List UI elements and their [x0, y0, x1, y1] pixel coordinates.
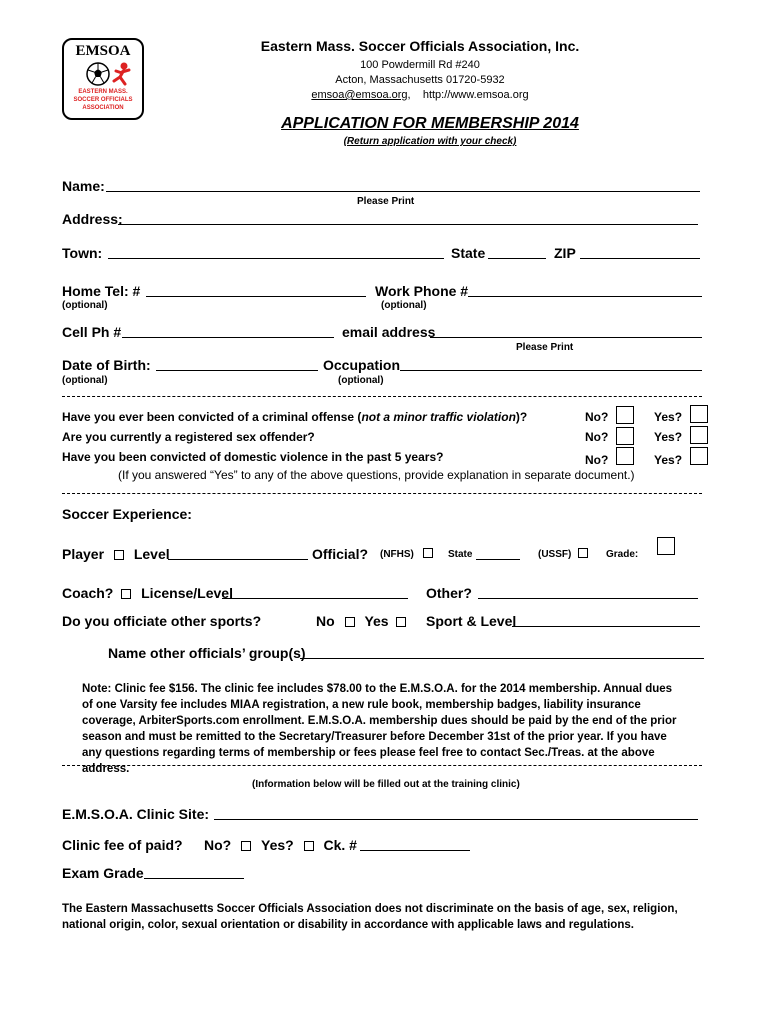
explanation-note: (If you answered “Yes” to any of the above questions, provide explanation in separate document.)	[118, 468, 635, 482]
clinic-fee-options	[204, 837, 357, 853]
ussf-checkbox[interactable]	[578, 548, 588, 558]
email-link[interactable]: emsoa@emsoa.org	[311, 89, 408, 101]
official-state-field[interactable]	[476, 559, 520, 560]
org-name: Eastern Mass. Soccer Officials Association, Inc.	[260, 38, 580, 54]
email-label: email address	[342, 324, 436, 340]
question-sex-offender: Are you currently a registered sex offender?	[62, 430, 315, 444]
divider-3	[62, 765, 702, 766]
ussf-label: (USSF)	[538, 549, 572, 560]
divider-1	[62, 396, 702, 397]
other-sports-no-checkbox[interactable]	[345, 617, 355, 627]
other-groups-label: Name other officials’ group(s)	[108, 645, 306, 661]
ussf-row	[538, 548, 590, 560]
address-field[interactable]	[118, 224, 698, 225]
emsoa-logo	[62, 38, 144, 120]
state-label: State	[451, 245, 486, 261]
q1-no-label: No?	[585, 410, 609, 424]
website-text: http://www.emsoa.org	[422, 89, 529, 101]
coach-row	[62, 585, 233, 601]
logo-text-1: EASTERN MASS.	[78, 89, 128, 95]
form-title: APPLICATION FOR MEMBERSHIP 2014	[281, 115, 579, 132]
nfhs-checkbox[interactable]	[423, 548, 433, 558]
q2-no-label: No?	[585, 430, 609, 444]
clinic-fee-yes-label: Yes?	[261, 837, 294, 853]
other-sports-question: Do you officiate other sports?	[62, 613, 262, 629]
q1-yes-label: Yes?	[654, 410, 683, 424]
zip-field[interactable]	[580, 258, 700, 259]
soccer-experience-heading: Soccer Experience:	[62, 506, 192, 522]
occupation-field[interactable]	[400, 370, 702, 371]
name-label: Name:	[62, 178, 105, 194]
sport-level-field[interactable]	[512, 626, 700, 627]
occupation-label: Occupation	[323, 357, 401, 373]
logo-text-3: ASSOCIATION	[82, 105, 124, 111]
dob-field[interactable]	[156, 370, 318, 371]
other-sports-yes-label: Yes	[364, 613, 389, 629]
level-label: Level	[133, 546, 170, 562]
other-sports-no-label: No	[316, 613, 335, 629]
q3-yes-label: Yes?	[654, 453, 683, 467]
work-phone-optional: (optional)	[381, 300, 427, 311]
home-tel-field[interactable]	[146, 296, 366, 297]
player-row	[62, 546, 170, 562]
q2-no-checkbox[interactable]	[616, 427, 634, 445]
q3-no-label: No?	[585, 453, 609, 467]
name-field[interactable]	[106, 191, 700, 192]
license-level-field[interactable]	[222, 598, 408, 599]
home-tel-optional: (optional)	[62, 300, 108, 311]
other-sports-options	[316, 613, 408, 629]
form-subtitle: (Return application with your check)	[343, 136, 517, 147]
email-please-print: Please Print	[516, 342, 574, 353]
other-sports-yes-checkbox[interactable]	[396, 617, 406, 627]
home-tel-label: Home Tel: #	[62, 283, 141, 299]
grade-box[interactable]	[657, 537, 675, 555]
work-phone-field[interactable]	[468, 296, 702, 297]
clinic-fee-yes-checkbox[interactable]	[304, 841, 314, 851]
coach-label: Coach?	[62, 585, 114, 601]
cell-field[interactable]	[122, 337, 334, 338]
check-number-field[interactable]	[360, 850, 470, 851]
soccer-ball-icon	[86, 62, 110, 86]
email-field[interactable]	[430, 337, 702, 338]
other-groups-field[interactable]	[300, 658, 704, 659]
question-domestic-violence: Have you been convicted of domestic violence in the past 5 years?	[62, 450, 444, 464]
town-label: Town:	[62, 245, 103, 261]
dob-optional: (optional)	[62, 375, 108, 386]
other-field[interactable]	[478, 598, 698, 599]
nondiscrimination-statement: The Eastern Massachusetts Soccer Officials Association does not discriminate on the basis of age, sex, religion, national origin, color, sexual orientation or disability in accordance with applicable laws and regulations.	[62, 903, 678, 931]
please-print-note: Please Print	[357, 196, 415, 207]
work-phone-label: Work Phone #	[375, 283, 469, 299]
logo-text-2: SOCCER OFFICIALS	[73, 97, 133, 103]
q3-no-checkbox[interactable]	[616, 447, 634, 465]
question-criminal	[62, 410, 527, 424]
check-number-label: Ck. #	[323, 837, 357, 853]
exam-grade-label: Exam Grade	[62, 865, 144, 881]
clinic-fee-label: Clinic fee of paid?	[62, 837, 183, 853]
license-level-label: License/Level	[141, 585, 233, 601]
clinic-info-note: (Information below will be filled out at the training clinic)	[252, 779, 520, 790]
state-field[interactable]	[488, 258, 546, 259]
street-address: 100 Powdermill Rd #240	[360, 59, 480, 71]
q2-yes-label: Yes?	[654, 430, 683, 444]
q3-yes-checkbox[interactable]	[690, 447, 708, 465]
referee-figure-icon	[110, 62, 132, 86]
q2-yes-checkbox[interactable]	[690, 426, 708, 444]
coach-checkbox[interactable]	[121, 589, 131, 599]
question-criminal-post: )?	[515, 410, 528, 424]
address-label: Address:	[62, 211, 123, 227]
official-label: Official?	[312, 546, 369, 562]
dob-label: Date of Birth:	[62, 357, 151, 373]
logo-abbrev: EMSOA	[75, 43, 131, 59]
city-address: Acton, Massachusetts 01720-5932	[335, 74, 505, 86]
official-state-label: State	[448, 549, 473, 560]
clinic-fee-no-checkbox[interactable]	[241, 841, 251, 851]
divider-2	[62, 493, 702, 494]
question-criminal-italic: not a minor traffic violation	[361, 410, 516, 424]
contact-line	[260, 89, 580, 101]
q1-yes-checkbox[interactable]	[690, 405, 708, 423]
level-field[interactable]	[168, 559, 308, 560]
exam-grade-field[interactable]	[144, 878, 244, 879]
clinic-site-field[interactable]	[214, 819, 698, 820]
sport-level-label: Sport & Level	[426, 613, 517, 629]
town-field[interactable]	[108, 258, 444, 259]
cell-label: Cell Ph #	[62, 324, 122, 340]
clinic-fee-no-label: No?	[204, 837, 232, 853]
nfhs-label: (NFHS)	[380, 549, 414, 560]
contact-separator: ,	[407, 89, 411, 101]
q1-no-checkbox[interactable]	[616, 406, 634, 424]
question-criminal-pre: Have you ever been convicted of a criminal offense (	[62, 410, 362, 424]
player-label: Player	[62, 546, 105, 562]
occupation-optional: (optional)	[338, 375, 384, 386]
grade-label: Grade:	[606, 549, 639, 560]
membership-note: Note: Clinic fee $156. The clinic fee includes $78.00 to the E.M.S.O.A. for the 2014 membership. Annual dues of one Varsity fee includes MIAA registration, a new rule book, membership badges, liability insurance coverage, ArbiterSports.com enrollment. E.M.S.O.A. membership dues should be paid by the end of the prior season and must be remitted to the Secretary/Treasurer before December 31st of the prior year. If you have any questions regarding terms of membership or fees please feel free to contact Sec./Treas. at the above address.	[82, 683, 677, 775]
zip-label: ZIP	[554, 245, 576, 261]
clinic-site-label: E.M.S.O.A. Clinic Site:	[62, 806, 210, 822]
nfhs-row	[380, 548, 435, 560]
other-label: Other?	[426, 585, 472, 601]
player-checkbox[interactable]	[114, 550, 124, 560]
